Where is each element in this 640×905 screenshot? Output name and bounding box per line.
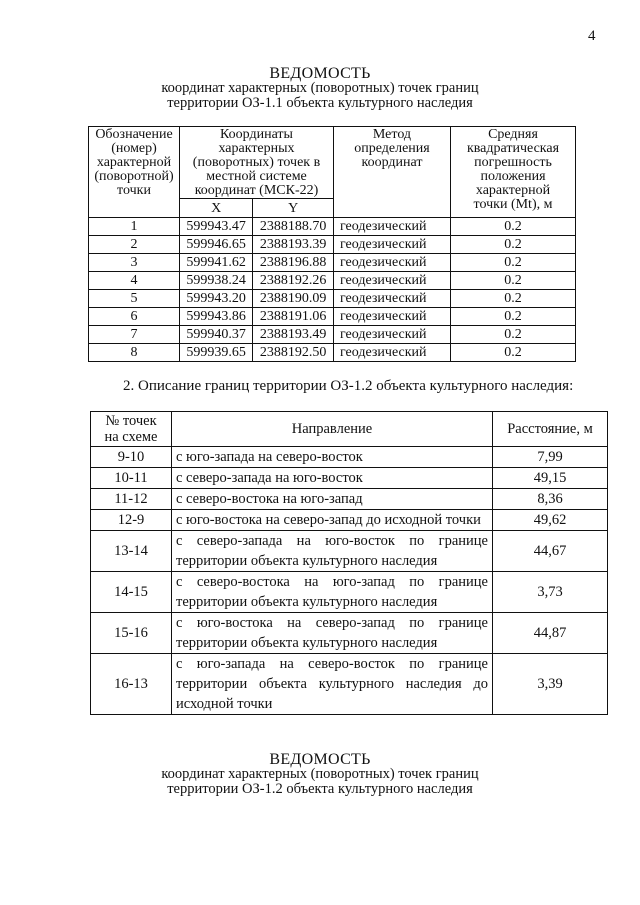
point-number-cell: 5 (89, 290, 180, 308)
direction-cell: с северо-востока на юго-запад по границе территории объекта культурного наследия (172, 572, 493, 613)
direction-cell: с юго-востока на северо-запад до исходной точки (172, 510, 493, 531)
vedomost-subtitle-line1: координат характерных (поворотных) точек границ (161, 766, 479, 782)
points-cell: 9-10 (91, 447, 172, 468)
method-cell: геодезический (334, 326, 451, 344)
direction-cell: с юго-востока на северо-запад по границе территории объекта культурного наследия (172, 613, 493, 654)
table-row (89, 308, 576, 326)
table-row (91, 489, 608, 510)
coordinates-table-oz-1-1 (88, 126, 576, 362)
point-number-cell: 6 (89, 308, 180, 326)
vedomost-subtitle-line2: территории ОЗ-1.1 объекта культурного наследия (167, 95, 473, 111)
distance-cell: 49,62 (493, 510, 608, 531)
points-cell: 13-14 (91, 531, 172, 572)
coord-x-cell: 599939.65 (180, 344, 253, 362)
distance-cell: 44,87 (493, 613, 608, 654)
points-cell: 10-11 (91, 468, 172, 489)
vedomost-title: ВЕДОМОСТЬ (269, 65, 371, 82)
distance-cell: 44,67 (493, 531, 608, 572)
mean-error-cell: 0.2 (451, 326, 576, 344)
header-x: X (180, 199, 253, 218)
point-number-cell: 1 (89, 218, 180, 236)
coord-y-cell: 2388196.88 (253, 254, 334, 272)
coord-y-cell: 2388192.50 (253, 344, 334, 362)
distance-cell: 49,15 (493, 468, 608, 489)
vedomost-subtitle-line1: координат характерных (поворотных) точек границ (161, 80, 479, 96)
table-row (89, 272, 576, 290)
point-number-cell: 4 (89, 272, 180, 290)
coord-y-cell: 2388190.09 (253, 290, 334, 308)
boundary-description-table-oz-1-2 (90, 411, 608, 715)
method-cell: геодезический (334, 308, 451, 326)
table-row (89, 254, 576, 272)
table-row (91, 572, 608, 613)
table-row (89, 326, 576, 344)
mean-error-cell: 0.2 (451, 272, 576, 290)
table-row (89, 218, 576, 236)
section-2-title: 2. Описание границ территории ОЗ-1.2 объекта культурного наследия: (123, 378, 574, 394)
direction-cell: с северо-востока на юго-запад (172, 489, 493, 510)
method-cell: геодезический (334, 236, 451, 254)
distance-cell: 7,99 (493, 447, 608, 468)
table-row (91, 654, 608, 715)
direction-cell: с юго-запада на северо-восток по границе территории объекта культурного наследия до исходной точки (172, 654, 493, 715)
header-method: Метод определения координат (334, 127, 451, 218)
coord-x-cell: 599938.24 (180, 272, 253, 290)
point-number-cell: 8 (89, 344, 180, 362)
header-mean-error: Средняя квадратическая погрешность положения характерной точки (Mt), м (451, 127, 576, 218)
header-point-designation: Обозначение (номер) характерной (поворотной) точки (89, 127, 180, 218)
coord-x-cell: 599940.37 (180, 326, 253, 344)
table-row (91, 531, 608, 572)
method-cell: геодезический (334, 272, 451, 290)
vedomost-heading-2 (0, 752, 640, 797)
table-row (89, 236, 576, 254)
header-coordinates: Координаты характерных (поворотных) точек в местной системе координат (МСК-22) (180, 127, 334, 199)
table-row (91, 447, 608, 468)
header-y: Y (253, 199, 334, 218)
method-cell: геодезический (334, 290, 451, 308)
mean-error-cell: 0.2 (451, 290, 576, 308)
table-row (89, 290, 576, 308)
coord-y-cell: 2388192.26 (253, 272, 334, 290)
points-cell: 15-16 (91, 613, 172, 654)
direction-cell: с юго-запада на северо-восток (172, 447, 493, 468)
table-row (91, 510, 608, 531)
distance-cell: 3,73 (493, 572, 608, 613)
vedomost-subtitle-line2: территории ОЗ-1.2 объекта культурного наследия (167, 781, 473, 797)
table-row (89, 344, 576, 362)
table-row (91, 468, 608, 489)
mean-error-cell: 0.2 (451, 344, 576, 362)
coord-x-cell: 599943.20 (180, 290, 253, 308)
coord-x-cell: 599941.62 (180, 254, 253, 272)
point-number-cell: 3 (89, 254, 180, 272)
mean-error-cell: 0.2 (451, 236, 576, 254)
method-cell: геодезический (334, 254, 451, 272)
point-number-cell: 7 (89, 326, 180, 344)
coord-y-cell: 2388191.06 (253, 308, 334, 326)
page-number: 4 (588, 28, 596, 44)
coord-y-cell: 2388188.70 (253, 218, 334, 236)
header-distance: Расстояние, м (493, 412, 608, 447)
coord-x-cell: 599943.86 (180, 308, 253, 326)
coord-x-cell: 599943.47 (180, 218, 253, 236)
points-cell: 14-15 (91, 572, 172, 613)
direction-cell: с северо-запада на юго-восток по границе территории объекта культурного наследия (172, 531, 493, 572)
direction-cell: с северо-запада на юго-восток (172, 468, 493, 489)
header-points-on-scheme: № точек на схеме (91, 412, 172, 447)
distance-cell: 3,39 (493, 654, 608, 715)
points-cell: 16-13 (91, 654, 172, 715)
header-direction: Направление (172, 412, 493, 447)
point-number-cell: 2 (89, 236, 180, 254)
mean-error-cell: 0.2 (451, 308, 576, 326)
coord-x-cell: 599946.65 (180, 236, 253, 254)
table-row (91, 613, 608, 654)
coord-y-cell: 2388193.39 (253, 236, 334, 254)
points-cell: 11-12 (91, 489, 172, 510)
method-cell: геодезический (334, 218, 451, 236)
method-cell: геодезический (334, 344, 451, 362)
mean-error-cell: 0.2 (451, 218, 576, 236)
vedomost-heading-1 (0, 66, 640, 111)
mean-error-cell: 0.2 (451, 254, 576, 272)
points-cell: 12-9 (91, 510, 172, 531)
coord-y-cell: 2388193.49 (253, 326, 334, 344)
vedomost-title: ВЕДОМОСТЬ (269, 751, 371, 768)
distance-cell: 8,36 (493, 489, 608, 510)
